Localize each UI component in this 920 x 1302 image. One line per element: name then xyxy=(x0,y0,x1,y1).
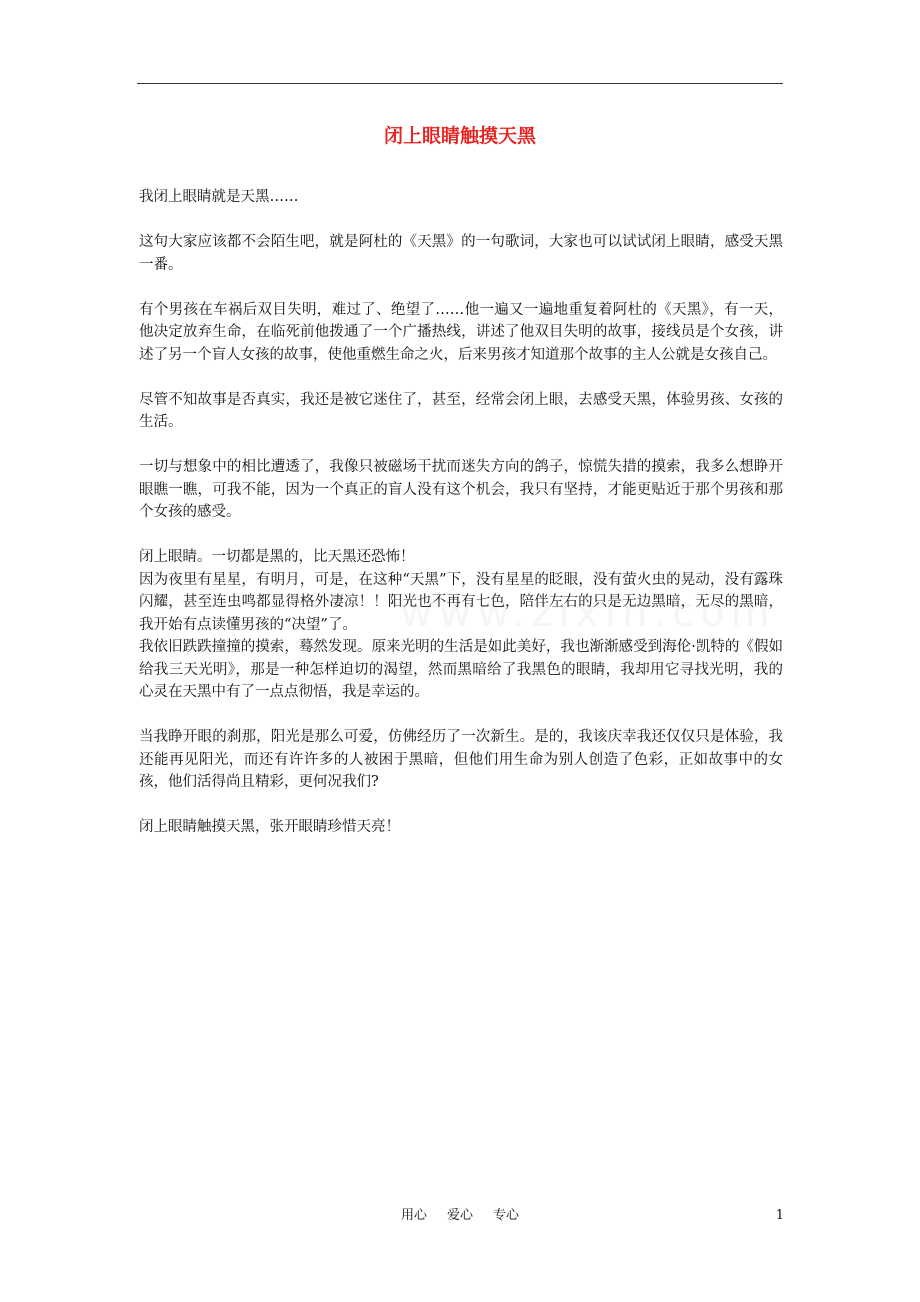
paragraph: 我闭上眼睛就是天黑…… xyxy=(139,189,299,205)
paragraph: 闭上眼睛。一切都是黑的，比天黑还恐怖！ xyxy=(139,549,415,565)
paragraph: 闭上眼睛触摸天黑，张开眼睛珍惜天亮！ xyxy=(139,819,400,835)
paragraph: 我依旧跌跌撞撞的摸索，蓦然发现。原来光明的生活是如此美好，我也渐渐感受到海伦·凯特的《假如给我三天光明》，那是一种怎样迫切的渴望，然而黑暗给了我黑色的眼睛，我却用它寻找光明，我的心灵在天黑中有了一点点彻悟，我是幸运的。 xyxy=(139,639,783,700)
paragraph: 这句大家应该都不会陌生吧，就是阿杜的《天黑》的一句歌词，大家也可以试试闭上眼睛，感受天黑一番。 xyxy=(139,234,783,273)
paragraph: 一切与想象中的相比遭透了，我像只被磁场干扰而迷失方向的鸽子，惊慌失措的摸索，我多么想睁开眼瞧一瞧，可我不能，因为一个真正的盲人没有这个机会，我只有坚持，才能更贴近于那个男孩和那个女孩的感受。 xyxy=(139,459,783,520)
paragraph: 当我睁开眼的刹那，阳光是那么可爱，仿佛经历了一次新生。是的，我该庆幸我还仅仅只是体验，我还能再见阳光，而还有许许多的人被困于黑暗，但他们用生命为别人创造了色彩，正如故事中的女孩，他们活得尚且精彩，更何况我们? xyxy=(139,729,783,790)
page-number: 1 xyxy=(775,1208,784,1223)
document-title: 闭上眼睛触摸天黑 xyxy=(383,125,536,147)
footer-motto-item: 专心 xyxy=(493,1208,520,1223)
article-body xyxy=(139,186,783,839)
footer-motto-item: 用心 xyxy=(400,1208,427,1223)
paragraph: 有个男孩在车祸后双目失明，难过了、绝望了……他一遍又一遍地重复着阿杜的《天黑》，有一天，他决定放弃生命，在临死前他拨通了一个广播热线，讲述了他双目失明的故事，接线员是个女孩，讲述了另一个盲人女孩的故事，使他重燃生命之火，后来男孩才知道那个故事的主人公就是女孩自己。 xyxy=(139,301,783,363)
paragraph: 因为夜里有星星，有明月，可是，在这种“天黑”下，没有星星的眨眼，没有萤火虫的晃动，没有露珠闪耀，甚至连虫鸣都显得格外凄凉！！阳光也不再有七色，陪伴左右的只是无边黑暗，无尽的黑暗，我开始有点读懂男孩的“决望”了。 xyxy=(139,571,783,633)
paragraph: 尽管不知故事是否真实，我还是被它迷住了，甚至，经常会闭上眼，去感受天黑，体验男孩、女孩的生活。 xyxy=(139,391,783,430)
header-rule xyxy=(137,83,783,84)
footer-motto-item: 爱心 xyxy=(446,1208,473,1223)
